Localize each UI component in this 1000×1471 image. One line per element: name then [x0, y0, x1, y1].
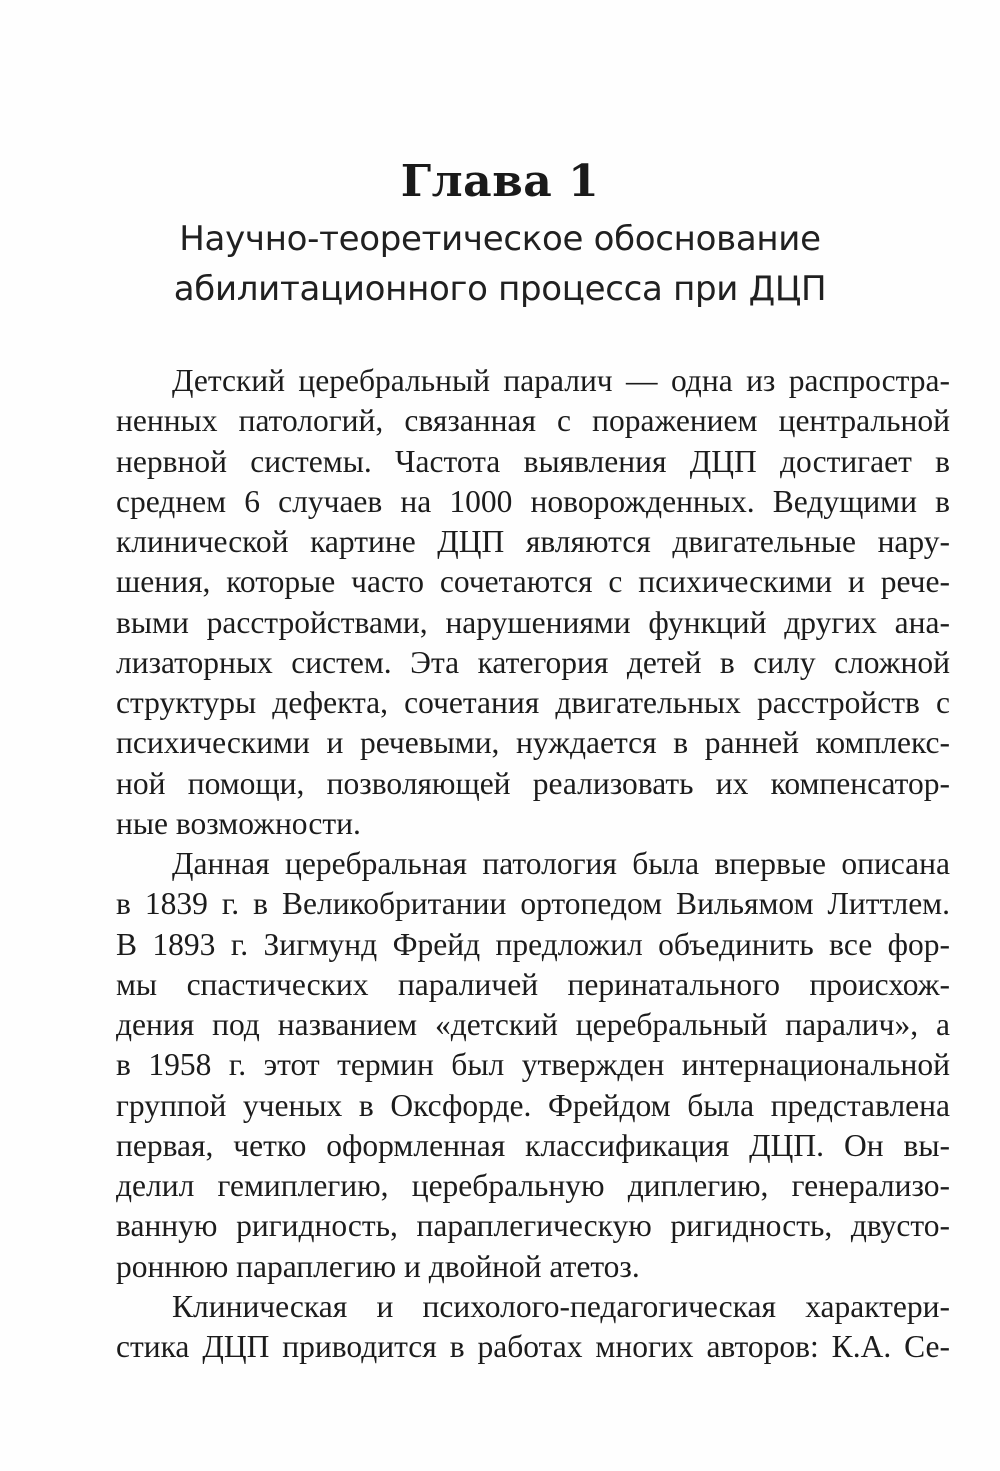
text-line: группой ученых в Оксфорде. Фрейдом была представлена: [116, 1087, 950, 1123]
text-line: шения, которые часто сочетаются с психическими и рече-: [116, 564, 950, 600]
paragraph-3: [116, 1287, 950, 1368]
text-line: ной помощи, позволяющей реализовать их компенсатор-: [116, 765, 950, 801]
text-line: психическими и речевыми, нуждается в ранней комплекс-: [116, 725, 950, 761]
text-line: выми расстройствами, нарушениями функций других ана-: [116, 604, 950, 640]
text-line: ванную ригидность, параплегическую ригидность, двусто-: [116, 1208, 950, 1244]
chapter-title: [0, 214, 1000, 314]
paragraph-1: [116, 361, 950, 844]
text-line: стика ДЦП приводится в работах многих авторов: К.А. Се-: [116, 1329, 950, 1364]
text-line: ные возможности.: [116, 805, 361, 841]
text-line: В 1893 г. Зигмунд Фрейд предложил объединить все фор-: [116, 926, 950, 962]
text-line: структуры дефекта, сочетания двигательных расстройств с: [116, 685, 950, 720]
text-line: Данная церебральная патология была впервые описана: [172, 846, 950, 881]
text-line: лизаторных систем. Эта категория детей в силу сложной: [116, 644, 950, 680]
chapter-title-line-2: абилитационного процесса при ДЦП: [173, 269, 827, 309]
text-line: мы спастических параличей перинатального происхож-: [116, 966, 950, 1002]
text-line: Клиническая и психолого-педагогическая характери-: [172, 1288, 950, 1324]
text-line: нервной системы. Частота выявления ДЦП достигает в: [116, 443, 950, 479]
chapter-number: Глава 1: [400, 156, 600, 207]
text-line: первая, четко оформленная классификация ДЦП. Он вы-: [116, 1127, 950, 1163]
text-line: ненных патологий, связанная с поражением центральной: [116, 403, 950, 439]
chapter-title-line-1: Научно-теоретическое обоснование: [179, 219, 821, 259]
body-text: [116, 361, 950, 1367]
text-line: роннюю параплегию и двойной атетоз.: [116, 1248, 640, 1284]
paragraph-2: [116, 844, 950, 1287]
text-line: делил гемиплегию, церебральную диплегию, генерализо-: [116, 1168, 950, 1203]
text-line: клинической картине ДЦП являются двигательные нару-: [116, 524, 950, 559]
text-line: в 1958 г. этот термин был утвержден интернациональной: [116, 1047, 950, 1083]
text-line: в 1839 г. в Великобритании ортопедом Вильямом Литтлем.: [116, 886, 950, 922]
text-line: среднем 6 случаев на 1000 новорожденных. Ведущими в: [116, 483, 950, 519]
text-line: дения под названием «детский церебральный паралич», а: [116, 1007, 950, 1042]
text-line: Детский церебральный паралич — одна из распростра-: [172, 363, 950, 398]
